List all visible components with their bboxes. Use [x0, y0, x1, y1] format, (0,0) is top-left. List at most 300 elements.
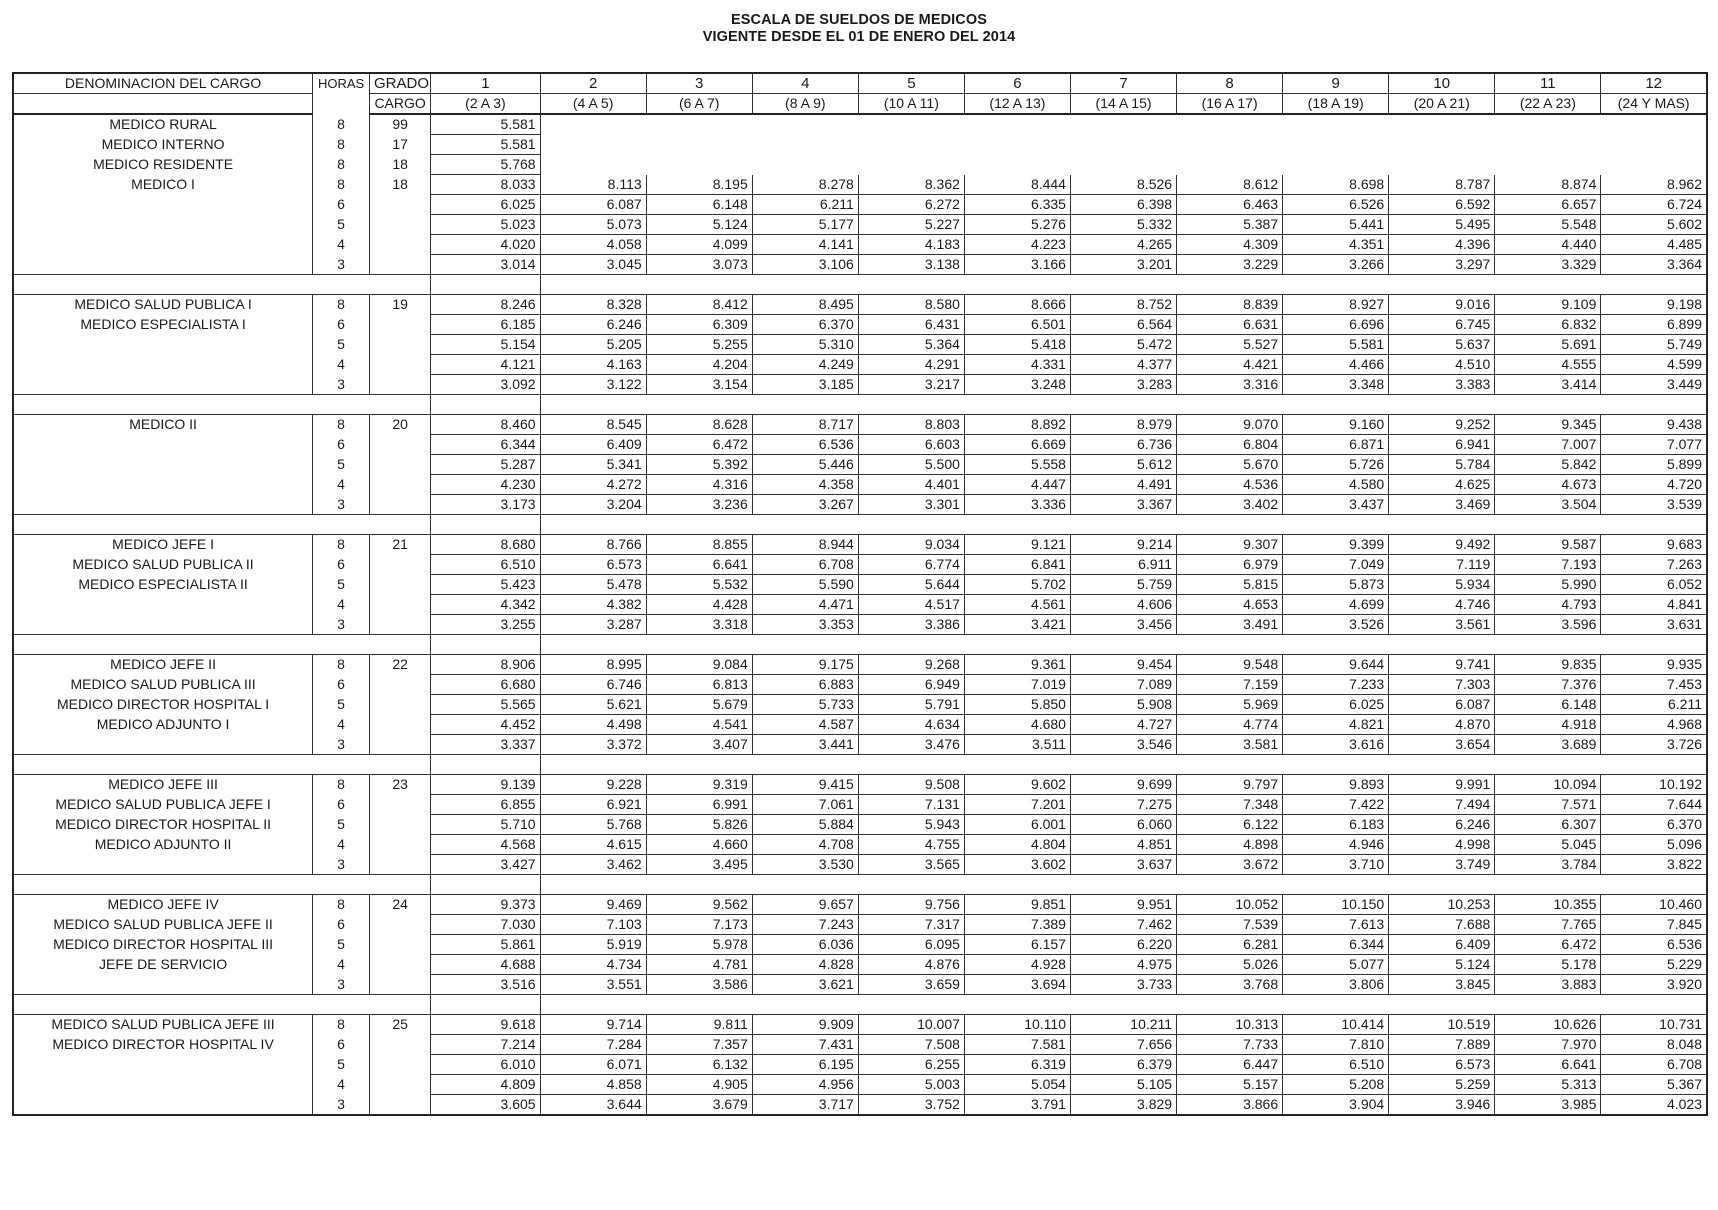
- position-name: MEDICO JEFE IV: [13, 895, 313, 915]
- hours-cell: 5: [313, 215, 370, 235]
- position-name: [13, 195, 313, 215]
- salary-cell: 7.173: [646, 915, 752, 935]
- header-range: (18 A 19): [1283, 94, 1389, 115]
- table-row: [13, 535, 1707, 555]
- header-horas: HORAS: [313, 73, 370, 94]
- salary-cell: 3.267: [752, 495, 858, 515]
- salary-cell: 3.372: [540, 735, 646, 755]
- position-name: [13, 375, 313, 395]
- hours-cell: 3: [313, 615, 370, 635]
- grade-cell: [370, 235, 431, 255]
- salary-cell: 6.510: [431, 555, 540, 575]
- salary-cell: 5.710: [431, 815, 540, 835]
- salary-cell: 3.045: [540, 255, 646, 275]
- salary-cell: 6.409: [540, 435, 646, 455]
- spacer-cell: [540, 635, 1707, 655]
- hours-cell: 3: [313, 735, 370, 755]
- spacer-row: [13, 395, 1707, 415]
- salary-cell: 5.500: [858, 455, 964, 475]
- salary-cell: 3.985: [1495, 1095, 1601, 1116]
- salary-cell: 6.185: [431, 315, 540, 335]
- hours-cell: 5: [313, 575, 370, 595]
- hours-cell: 8: [313, 415, 370, 435]
- grade-cell: 25: [370, 1015, 431, 1035]
- table-row: [13, 355, 1707, 375]
- table-row: [13, 495, 1707, 515]
- hours-cell: 6: [313, 675, 370, 695]
- salary-cell: 4.447: [964, 475, 1070, 495]
- salary-cell: 4.396: [1389, 235, 1495, 255]
- salary-cell: 10.414: [1283, 1015, 1389, 1035]
- salary-cell: 9.683: [1601, 535, 1707, 555]
- salary-cell: 4.485: [1601, 235, 1707, 255]
- salary-cell: 6.745: [1389, 315, 1495, 335]
- salary-cell: 4.809: [431, 1075, 540, 1095]
- salary-cell: 6.631: [1177, 315, 1283, 335]
- salary-cell: 3.565: [858, 855, 964, 875]
- salary-cell: 3.201: [1070, 255, 1176, 275]
- salary-cell: 6.564: [1070, 315, 1176, 335]
- salary-cell: 4.720: [1601, 475, 1707, 495]
- salary-cell: 6.941: [1389, 435, 1495, 455]
- salary-cell: 4.898: [1177, 835, 1283, 855]
- salary-cell: 5.527: [1177, 335, 1283, 355]
- salary-cell: 5.276: [964, 215, 1070, 235]
- table-row: [13, 895, 1707, 915]
- salary-cell: 3.248: [964, 375, 1070, 395]
- position-name: MEDICO RURAL: [13, 114, 313, 135]
- hours-cell: 6: [313, 915, 370, 935]
- salary-cell: 4.421: [1177, 355, 1283, 375]
- grade-cell: [370, 495, 431, 515]
- salary-cell: 9.644: [1283, 655, 1389, 675]
- salary-cell: 6.398: [1070, 195, 1176, 215]
- salary-cell: 3.752: [858, 1095, 964, 1116]
- salary-cell: 5.073: [540, 215, 646, 235]
- salary-cell: 3.476: [858, 735, 964, 755]
- salary-cell: 6.510: [1283, 1055, 1389, 1075]
- salary-cell: 8.612: [1177, 175, 1283, 195]
- salary-cell: 9.438: [1601, 415, 1707, 435]
- salary-cell: 4.708: [752, 835, 858, 855]
- salary-cell: 3.073: [646, 255, 752, 275]
- hours-cell: 4: [313, 715, 370, 735]
- hours-cell: 5: [313, 935, 370, 955]
- header-step: 12: [1601, 73, 1707, 94]
- table-row: [13, 114, 1707, 135]
- header-step: 9: [1283, 73, 1389, 94]
- salary-cell: 6.832: [1495, 315, 1601, 335]
- salary-cell: 3.784: [1495, 855, 1601, 875]
- salary-cell: 3.551: [540, 975, 646, 995]
- salary-cell: 6.746: [540, 675, 646, 695]
- salary-cell: 10.150: [1283, 895, 1389, 915]
- grade-cell: [370, 455, 431, 475]
- salary-cell: 6.211: [1601, 695, 1707, 715]
- salary-scale-table: [12, 72, 1708, 1116]
- salary-cell: 5.612: [1070, 455, 1176, 475]
- salary-cell: 5.532: [646, 575, 752, 595]
- salary-cell: 4.998: [1389, 835, 1495, 855]
- hours-cell: 8: [313, 114, 370, 135]
- salary-cell: 3.526: [1283, 615, 1389, 635]
- spacer-cell: [540, 995, 1707, 1015]
- salary-cell: 10.052: [1177, 895, 1283, 915]
- salary-cell: 4.510: [1389, 355, 1495, 375]
- salary-cell: 3.236: [646, 495, 752, 515]
- salary-cell: 7.019: [964, 675, 1070, 695]
- salary-cell: 5.749: [1601, 335, 1707, 355]
- salary-cell: 8.246: [431, 295, 540, 315]
- salary-cell: 7.539: [1177, 915, 1283, 935]
- salary-cell: 3.791: [964, 1095, 1070, 1116]
- salary-cell: 7.431: [752, 1035, 858, 1055]
- grade-cell: [370, 815, 431, 835]
- salary-cell: 6.370: [752, 315, 858, 335]
- salary-cell: 5.124: [1389, 955, 1495, 975]
- salary-cell: 5.969: [1177, 695, 1283, 715]
- salary-cell: 9.228: [540, 775, 646, 795]
- salary-cell: 3.710: [1283, 855, 1389, 875]
- hours-cell: 6: [313, 795, 370, 815]
- table-row: [13, 1095, 1707, 1116]
- salary-cell: 5.472: [1070, 335, 1176, 355]
- salary-cell: 9.699: [1070, 775, 1176, 795]
- salary-cell: 4.498: [540, 715, 646, 735]
- salary-cell: 3.462: [540, 855, 646, 875]
- salary-cell: 5.581: [431, 114, 540, 135]
- salary-cell: 3.495: [646, 855, 752, 875]
- salary-cell: 3.421: [964, 615, 1070, 635]
- salary-cell: 5.208: [1283, 1075, 1389, 1095]
- salary-cell: 8.787: [1389, 175, 1495, 195]
- salary-cell: 7.263: [1601, 555, 1707, 575]
- salary-cell: 5.255: [646, 335, 752, 355]
- salary-cell: 5.446: [752, 455, 858, 475]
- salary-cell: 6.344: [1283, 935, 1389, 955]
- salary-cell: 4.020: [431, 235, 540, 255]
- grade-cell: 23: [370, 775, 431, 795]
- salary-cell: 7.159: [1177, 675, 1283, 695]
- salary-cell: 4.946: [1283, 835, 1389, 855]
- salary-cell: 3.689: [1495, 735, 1601, 755]
- salary-cell: 3.386: [858, 615, 964, 635]
- salary-cell: 3.504: [1495, 495, 1601, 515]
- title-line-2: VIGENTE DESDE EL 01 DE ENERO DEL 2014: [702, 29, 1016, 45]
- table-row: [13, 615, 1707, 635]
- salary-cell: 8.113: [540, 175, 646, 195]
- salary-cell: 6.680: [431, 675, 540, 695]
- salary-cell: 7.077: [1601, 435, 1707, 455]
- position-name: MEDICO ADJUNTO I: [13, 715, 313, 735]
- salary-cell: 6.095: [858, 935, 964, 955]
- hours-cell: 3: [313, 255, 370, 275]
- salary-cell: 7.061: [752, 795, 858, 815]
- salary-cell: 3.883: [1495, 975, 1601, 995]
- salary-cell: 3.654: [1389, 735, 1495, 755]
- salary-cell: 4.680: [964, 715, 1070, 735]
- salary-cell: 9.602: [964, 775, 1070, 795]
- salary-cell: 4.918: [1495, 715, 1601, 735]
- hours-cell: 6: [313, 555, 370, 575]
- salary-cell: 3.530: [752, 855, 858, 875]
- hours-cell: 4: [313, 595, 370, 615]
- spacer-cell: [540, 395, 1707, 415]
- spacer-cell: [431, 995, 540, 1015]
- header-blank: [13, 94, 313, 115]
- salary-cell: 5.581: [1283, 335, 1389, 355]
- grade-cell: 19: [370, 295, 431, 315]
- salary-cell: 5.259: [1389, 1075, 1495, 1095]
- spacer-row: [13, 875, 1707, 895]
- salary-cell: 3.806: [1283, 975, 1389, 995]
- salary-cell: 5.670: [1177, 455, 1283, 475]
- salary-cell: 4.466: [1283, 355, 1389, 375]
- salary-cell: 8.927: [1283, 295, 1389, 315]
- spacer-cell: [13, 995, 431, 1015]
- salary-cell: 5.873: [1283, 575, 1389, 595]
- header-row-ranges: [13, 94, 1707, 115]
- salary-cell: 6.472: [1495, 935, 1601, 955]
- salary-cell: 7.131: [858, 795, 964, 815]
- empty-cell: [540, 155, 1707, 175]
- salary-cell: 6.921: [540, 795, 646, 815]
- header-step: 6: [964, 73, 1070, 94]
- position-name: [13, 335, 313, 355]
- salary-cell: 9.016: [1389, 295, 1495, 315]
- salary-cell: 8.944: [752, 535, 858, 555]
- salary-cell: 5.919: [540, 935, 646, 955]
- salary-cell: 6.309: [646, 315, 752, 335]
- salary-cell: 7.810: [1283, 1035, 1389, 1055]
- salary-cell: 3.586: [646, 975, 752, 995]
- table-row: [13, 195, 1707, 215]
- header-blank: [313, 94, 370, 115]
- salary-cell: 3.353: [752, 615, 858, 635]
- salary-cell: 9.951: [1070, 895, 1176, 915]
- salary-cell: 8.892: [964, 415, 1070, 435]
- salary-cell: 5.784: [1389, 455, 1495, 475]
- salary-cell: 9.741: [1389, 655, 1495, 675]
- hours-cell: 4: [313, 235, 370, 255]
- table-row: [13, 175, 1707, 195]
- header-step: 8: [1177, 73, 1283, 94]
- salary-cell: 7.303: [1389, 675, 1495, 695]
- salary-cell: 9.268: [858, 655, 964, 675]
- salary-cell: 5.418: [964, 335, 1070, 355]
- salary-cell: 6.641: [646, 555, 752, 575]
- salary-cell: 7.275: [1070, 795, 1176, 815]
- salary-cell: 7.889: [1389, 1035, 1495, 1055]
- salary-cell: 4.734: [540, 955, 646, 975]
- salary-cell: 4.491: [1070, 475, 1176, 495]
- salary-cell: 9.797: [1177, 775, 1283, 795]
- hours-cell: 4: [313, 355, 370, 375]
- salary-cell: 4.204: [646, 355, 752, 375]
- salary-cell: 4.905: [646, 1075, 752, 1095]
- salary-cell: 5.392: [646, 455, 752, 475]
- salary-cell: 6.255: [858, 1055, 964, 1075]
- salary-cell: 4.727: [1070, 715, 1176, 735]
- header-step: 10: [1389, 73, 1495, 94]
- salary-cell: 9.454: [1070, 655, 1176, 675]
- table-row: [13, 695, 1707, 715]
- header-step: 4: [752, 73, 858, 94]
- salary-cell: 6.472: [646, 435, 752, 455]
- header-grado: GRADO: [370, 73, 431, 94]
- salary-cell: 3.717: [752, 1095, 858, 1116]
- salary-cell: 4.660: [646, 835, 752, 855]
- salary-cell: 6.991: [646, 795, 752, 815]
- hours-cell: 8: [313, 135, 370, 155]
- salary-cell: 9.618: [431, 1015, 540, 1035]
- grade-cell: 18: [370, 175, 431, 195]
- salary-cell: 3.516: [431, 975, 540, 995]
- salary-cell: 6.370: [1601, 815, 1707, 835]
- salary-cell: 5.478: [540, 575, 646, 595]
- salary-cell: 3.173: [431, 495, 540, 515]
- salary-cell: 3.204: [540, 495, 646, 515]
- spacer-cell: [540, 755, 1707, 775]
- salary-cell: 9.070: [1177, 415, 1283, 435]
- salary-cell: 3.749: [1389, 855, 1495, 875]
- hours-cell: 8: [313, 295, 370, 315]
- salary-cell: 8.803: [858, 415, 964, 435]
- salary-cell: 5.023: [431, 215, 540, 235]
- header-step: 11: [1495, 73, 1601, 94]
- position-name: [13, 435, 313, 455]
- salary-cell: 5.105: [1070, 1075, 1176, 1095]
- salary-cell: 5.884: [752, 815, 858, 835]
- salary-cell: 5.229: [1601, 955, 1707, 975]
- salary-cell: 3.316: [1177, 375, 1283, 395]
- grade-cell: [370, 355, 431, 375]
- salary-cell: 4.615: [540, 835, 646, 855]
- salary-cell: 8.545: [540, 415, 646, 435]
- salary-cell: 5.943: [858, 815, 964, 835]
- position-name: [13, 355, 313, 375]
- header-range: (22 A 23): [1495, 94, 1601, 115]
- salary-cell: 8.048: [1601, 1035, 1707, 1055]
- position-name: MEDICO SALUD PUBLICA II: [13, 555, 313, 575]
- salary-cell: 8.979: [1070, 415, 1176, 435]
- hours-cell: 4: [313, 835, 370, 855]
- spacer-row: [13, 635, 1707, 655]
- hours-cell: 3: [313, 375, 370, 395]
- salary-cell: 7.733: [1177, 1035, 1283, 1055]
- salary-cell: 6.246: [1389, 815, 1495, 835]
- salary-cell: 4.541: [646, 715, 752, 735]
- hours-cell: 8: [313, 775, 370, 795]
- salary-cell: 7.688: [1389, 915, 1495, 935]
- salary-cell: 3.255: [431, 615, 540, 635]
- salary-cell: 5.548: [1495, 215, 1601, 235]
- salary-cell: 10.211: [1070, 1015, 1176, 1035]
- salary-cell: 5.990: [1495, 575, 1601, 595]
- spacer-cell: [540, 515, 1707, 535]
- salary-cell: 6.281: [1177, 935, 1283, 955]
- salary-cell: 6.183: [1283, 815, 1389, 835]
- salary-cell: 3.367: [1070, 495, 1176, 515]
- table-row: [13, 135, 1707, 155]
- salary-cell: 4.452: [431, 715, 540, 735]
- salary-cell: 8.839: [1177, 295, 1283, 315]
- hours-cell: 4: [313, 1075, 370, 1095]
- table-row: [13, 935, 1707, 955]
- empty-cell: [540, 135, 1707, 155]
- header-range: (10 A 11): [858, 94, 964, 115]
- salary-cell: 5.621: [540, 695, 646, 715]
- grade-cell: 20: [370, 415, 431, 435]
- salary-cell: 3.605: [431, 1095, 540, 1116]
- table-row: [13, 715, 1707, 735]
- salary-cell: 3.829: [1070, 1095, 1176, 1116]
- salary-cell: 9.175: [752, 655, 858, 675]
- position-name: [13, 975, 313, 995]
- grade-cell: [370, 675, 431, 695]
- grade-cell: [370, 215, 431, 235]
- salary-cell: 9.935: [1601, 655, 1707, 675]
- grade-cell: 21: [370, 535, 431, 555]
- header-range: (14 A 15): [1070, 94, 1176, 115]
- hours-cell: 8: [313, 895, 370, 915]
- salary-cell: 4.673: [1495, 475, 1601, 495]
- spacer-cell: [431, 875, 540, 895]
- grade-cell: [370, 855, 431, 875]
- salary-cell: 3.402: [1177, 495, 1283, 515]
- salary-cell: 5.978: [646, 935, 752, 955]
- salary-cell: 8.855: [646, 535, 752, 555]
- salary-cell: 4.653: [1177, 595, 1283, 615]
- table-row: [13, 435, 1707, 455]
- salary-cell: 7.284: [540, 1035, 646, 1055]
- position-name: MEDICO JEFE II: [13, 655, 313, 675]
- spacer-cell: [13, 635, 431, 655]
- salary-cell: 6.052: [1601, 575, 1707, 595]
- salary-cell: 5.367: [1601, 1075, 1707, 1095]
- salary-cell: 4.928: [964, 955, 1070, 975]
- salary-cell: 8.698: [1283, 175, 1389, 195]
- salary-cell: 4.975: [1070, 955, 1176, 975]
- salary-cell: 6.949: [858, 675, 964, 695]
- salary-cell: 6.246: [540, 315, 646, 335]
- salary-cell: 6.911: [1070, 555, 1176, 575]
- salary-cell: 5.441: [1283, 215, 1389, 235]
- header-step: 3: [646, 73, 752, 94]
- salary-cell: 4.587: [752, 715, 858, 735]
- salary-cell: 10.313: [1177, 1015, 1283, 1035]
- salary-cell: 3.511: [964, 735, 1070, 755]
- salary-cell: 4.309: [1177, 235, 1283, 255]
- salary-cell: 8.412: [646, 295, 752, 315]
- salary-cell: 9.909: [752, 1015, 858, 1035]
- salary-cell: 4.841: [1601, 595, 1707, 615]
- grade-cell: [370, 1095, 431, 1116]
- salary-cell: 9.991: [1389, 775, 1495, 795]
- table-row: [13, 375, 1707, 395]
- salary-cell: 5.679: [646, 695, 752, 715]
- salary-cell: 3.407: [646, 735, 752, 755]
- salary-cell: 3.329: [1495, 255, 1601, 275]
- salary-cell: 4.517: [858, 595, 964, 615]
- hours-cell: 4: [313, 475, 370, 495]
- salary-cell: 9.756: [858, 895, 964, 915]
- salary-cell: 6.979: [1177, 555, 1283, 575]
- salary-cell: 6.036: [752, 935, 858, 955]
- salary-cell: 4.688: [431, 955, 540, 975]
- salary-cell: 5.227: [858, 215, 964, 235]
- position-name: [13, 1075, 313, 1095]
